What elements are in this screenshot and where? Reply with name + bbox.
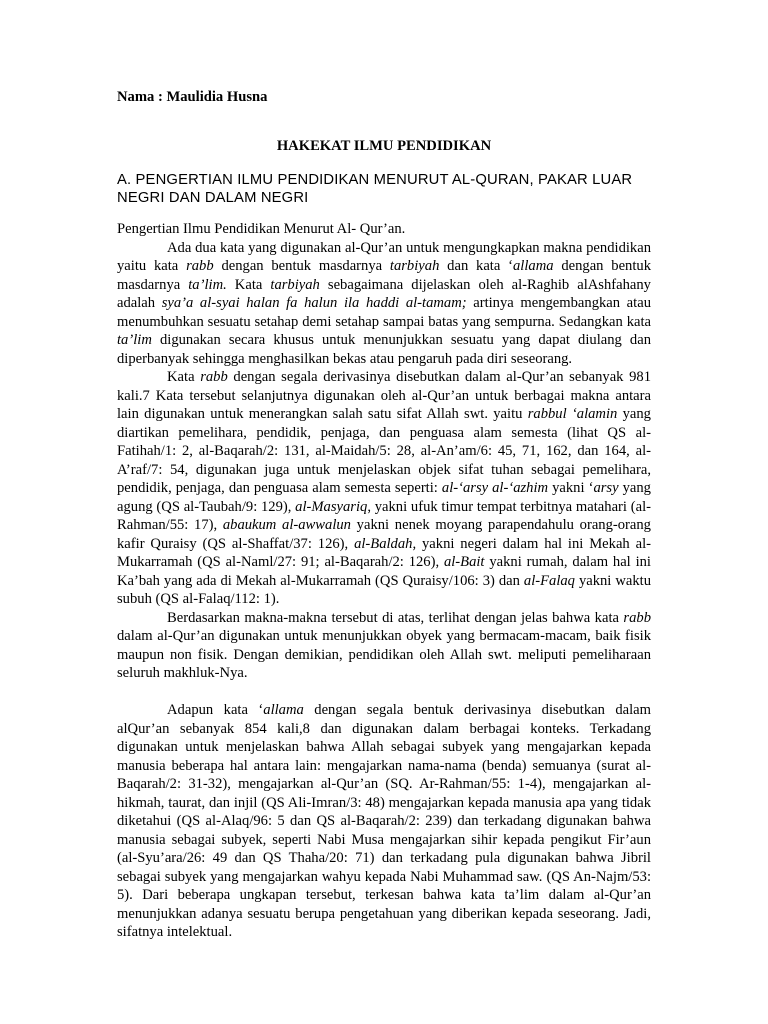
paragraph xyxy=(117,220,651,239)
italic-term: rabb xyxy=(186,258,214,274)
text-run: yang diartikan pemelihara, pendidik, penjaga, dan penguasa alam semesta (lihat QS al- Fatihah/1: 2, al-Baqarah/2: 131, al-Maidah/5: 28, al-An’am/6: 45, 71, 162, dan 164, al-A’raf/7: 54, digunakan juga untuk menjelaskan objek sifat tuhan sebagai pemelihara, pendidik, penjaga, dan penguasa alam semesta seperti: xyxy=(117,406,651,496)
paragraph xyxy=(117,609,651,683)
text-run: Ada dua kata yang digunakan al-Qur’an untuk mengungkapkan makna pendidikan yaitu kata xyxy=(117,239,651,274)
italic-term: al-Falaq xyxy=(523,572,575,589)
italic-term: rabb xyxy=(200,369,228,385)
text-run: yakni ‘ xyxy=(548,480,594,496)
text-run: dan kata ‘ xyxy=(439,258,513,274)
italic-term: al-Masyariq xyxy=(295,498,368,515)
text-run: sebagaimana dijelaskan oleh al-Raghib alAshfahany adalah xyxy=(117,276,651,311)
paragraph xyxy=(117,239,651,369)
text-run: , yakni ufuk timur tempat terbitnya matahari (al-Rahman/55: 17), xyxy=(117,498,651,533)
paragraph xyxy=(117,701,651,942)
text-run: yakni waktu subuh (QS al-Falaq/112: 1). xyxy=(117,572,652,607)
italic-term: rabb xyxy=(623,609,651,626)
text-run: Adapun kata ‘ xyxy=(167,702,264,718)
italic-term: arsy xyxy=(593,480,619,496)
italic-term: allama xyxy=(263,702,304,718)
text-run: artinya mengembangkan atau menumbuhkan sesuatu setahap demi setahap sampai batas yang sempurna. Sedangkan kata xyxy=(117,295,651,330)
italic-term: tarbiyah xyxy=(270,276,320,293)
text-run: Kata xyxy=(226,276,271,293)
author-name: Nama : Maulidia Husna xyxy=(117,89,268,105)
italic-term: tarbiyah xyxy=(389,258,440,274)
text-run: yakni nenek moyang parapendahulu orang-orang kafir Quraisy (QS al-Shaffat/37: 126), xyxy=(117,517,651,552)
section-heading: A. PENGERTIAN ILMU PENDIDIKAN MENURUT AL-QURAN, PAKAR LUAR NEGRI DAN DALAM NEGRI xyxy=(117,172,633,206)
italic-term: al-Bait xyxy=(443,554,485,570)
text-run: Kata xyxy=(167,369,201,385)
italic-term: al-‘arsy al-‘azhim xyxy=(441,480,549,496)
text-run: Berdasarkan makna-makna tersebut di atas, terlihat dengan jelas bahwa kata xyxy=(167,609,624,626)
text-run: dalam al-Qur’an digunakan untuk menunjukkan obyek yang bermacam-macam, baik fisik maupun non fisik. Dengan demikian, pendidikan oleh Allah swt. meliputi pemeliharaan seluruh makhluk-Nya. xyxy=(117,628,651,681)
italic-term: abaukum al-awwalun xyxy=(222,517,351,533)
text-run: dengan segala bentuk derivasinya disebutkan dalam alQur’an sebanyak 854 kali,8 dan digunakan dalam berbagai konteks. Terkadang digunakan untuk menjelaskan bahwa Allah sebagai subyek yang mengajarkan kepada manusia beberapa hal antara lain: mengajarkan nama-nama (benda) semuanya (surat al-Baqarah/2: 31-32), mengajarkan al-Qur’an (SQ. Ar-Rahman/55: 1-4), mengajarkan al-hikmah, taurat, dan injil (QS Ali-Imran/3: 48) mengajarkan kepada manusia apa yang tidak diketahui (QS al-Alaq/96: 5 dan QS al-Baqarah/2: 239) dan terkadang digunakan bahwa manusia sebagai subyek, seperti Nabi Musa mengajarkan sihir kepada pengikut Fir’aun (al-Syu’ara/26: 49 dan QS Thaha/20: 71) dan terkadang pula digunakan bahwa Jibril sebagai subyek yang mengajarkan wahyu kepada Nabi Muhammad saw. (QS An-Najm/53: 5). Dari beberapa ungkapan tersebut, terkesan bahwa kata ta’lim dalam al-Qur’an menunjukkan adanya sesuatu berupa pengetahuan yang diberikan kepada seseorang. Jadi, sifatnya intelektual. xyxy=(117,702,652,940)
text-run: dengan segala derivasinya disebutkan dalam al-Qur’an sebanyak 981 kali.7 Kata tersebut selanjutnya digunakan oleh al-Qur’an untuk berbagai makna antara lain digunakan untuk menerangkan salah satu sifat Allah swt. yaitu xyxy=(117,369,651,422)
italic-term: allama xyxy=(513,258,554,274)
paragraph xyxy=(117,368,651,609)
text-run: dengan bentuk masdarnya xyxy=(213,258,390,274)
document-body xyxy=(117,220,651,942)
italic-term: sya’a al-syai halan fa halun ila haddi al-tamam; xyxy=(161,295,467,311)
italic-term: rabbul ‘alamin xyxy=(527,406,618,422)
text-run: yakni negeri dalam hal ini Mekah al-Mukarramah (QS al-Naml/27: 91; al-Baqarah/2: 126), xyxy=(117,535,652,570)
text-run: Pengertian Ilmu Pendidikan Menurut Al- Qur’an. xyxy=(117,221,406,237)
document-title: HAKEKAT ILMU PENDIDIKAN xyxy=(276,138,492,154)
italic-term: ta’lim. xyxy=(188,276,227,293)
text-run: yang agung (QS al-Taubah/9: 129), xyxy=(117,480,651,515)
text-run: dengan bentuk masdarnya xyxy=(117,258,651,293)
text-run: digunakan secara khusus untuk menunjukkan sesuatu yang dapat diulang dan diperbanyak sehingga menghasilkan bekas atau pengaruh pada diri seseorang. xyxy=(117,332,651,367)
text-run: yakni rumah, dalam hal ini Ka’bah yang ada di Mekah al-Mukarramah (QS Quraisy/106: 3) dan xyxy=(117,554,651,589)
italic-term: al-Baldah, xyxy=(354,535,417,552)
italic-term: ta’lim xyxy=(117,332,152,348)
